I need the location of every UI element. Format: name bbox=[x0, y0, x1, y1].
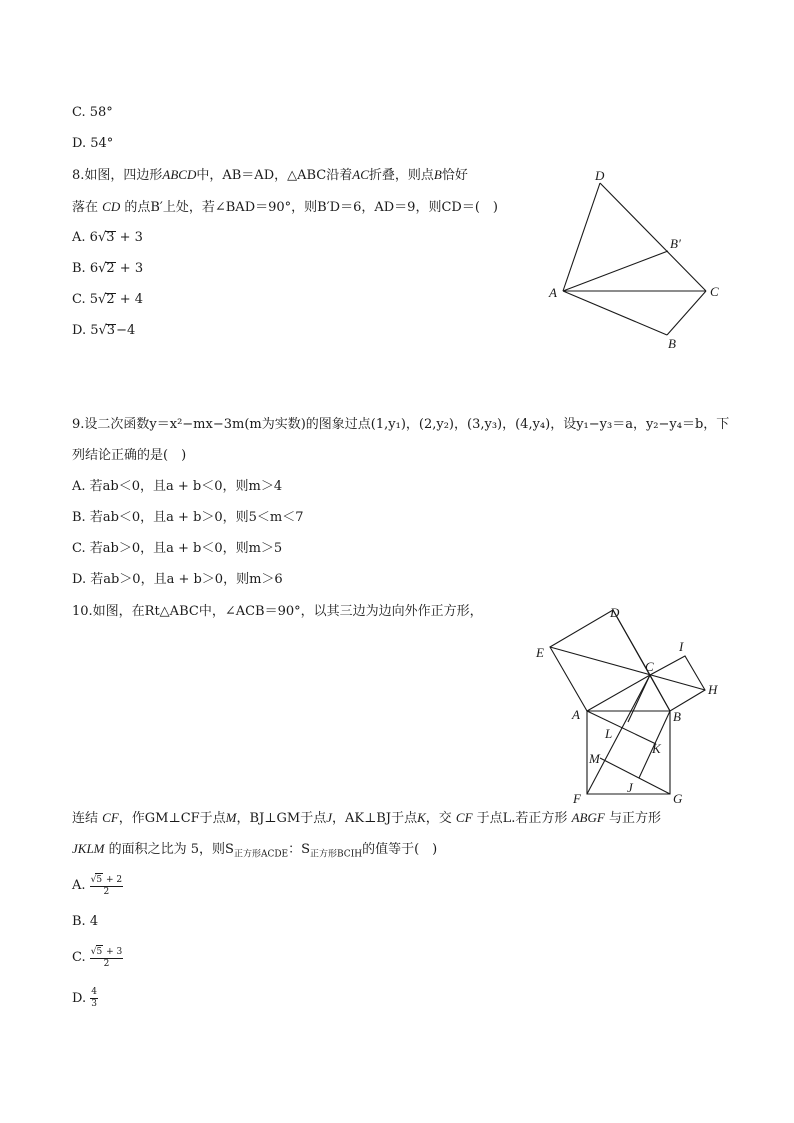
q10-option-b: B. 4 bbox=[72, 914, 99, 929]
q8-text: A. 6 bbox=[72, 230, 98, 245]
q8-text: CD bbox=[102, 199, 121, 214]
q9-option-b: B. 若ab＜0，且a + b＞0，则5＜m＜7 bbox=[72, 510, 304, 525]
q8-text: C. 5 bbox=[72, 292, 99, 307]
q8-option-b: B. 6√2 + 3 bbox=[72, 261, 144, 276]
q10-option-c bbox=[72, 944, 123, 972]
q10-denominator: 3 bbox=[91, 999, 97, 1009]
label-k: K bbox=[652, 741, 661, 756]
label-j: J bbox=[627, 780, 633, 795]
q10-text: D. bbox=[72, 991, 87, 1006]
q8-text: 落在 bbox=[72, 200, 99, 215]
q10-text: ，AK⊥BJ于点 bbox=[331, 811, 418, 826]
q10-denominator: 2 bbox=[103, 959, 110, 969]
q10-radicand: 5 bbox=[96, 947, 103, 957]
q10-text: JKLM bbox=[72, 841, 105, 856]
q10-text: 的面积之比为 5，则S bbox=[108, 842, 234, 857]
q10-text: ，作GM⊥CF于点 bbox=[118, 811, 226, 826]
q9-option-d: D. 若ab＞0，且a + b＞0，则m＞6 bbox=[72, 572, 283, 587]
segment-cl bbox=[628, 675, 650, 722]
label-c: C bbox=[710, 284, 719, 299]
label-a: A bbox=[572, 707, 580, 722]
q10-radicand: 5 bbox=[96, 875, 103, 885]
q10-text: 与正方形 bbox=[608, 811, 661, 826]
q8-text: + 4 bbox=[115, 292, 144, 307]
segment-da bbox=[563, 183, 600, 291]
segment-abp bbox=[563, 251, 668, 291]
segment-gm bbox=[600, 758, 670, 794]
segment-db bbox=[613, 610, 670, 711]
q8-stem-line1 bbox=[72, 166, 468, 185]
q10-figure bbox=[525, 600, 730, 805]
q10-text: A. bbox=[72, 878, 86, 893]
q8-option-c: C. 5√2 + 4 bbox=[72, 292, 144, 307]
q10-subscript: 正方形BCIH bbox=[310, 849, 363, 860]
q10-text: ，BJ⊥GM于点 bbox=[236, 811, 327, 826]
label-f: F bbox=[573, 791, 581, 805]
label-l: L bbox=[605, 726, 613, 741]
q8-text: ABCD bbox=[162, 167, 197, 182]
q8-radicand: 3 bbox=[106, 230, 115, 245]
q9-stem-line2: 列结论正确的是( ) bbox=[72, 448, 187, 463]
q10-text: 连结 bbox=[72, 811, 99, 826]
label-b: B bbox=[668, 336, 676, 351]
q10-text: CF bbox=[455, 810, 473, 825]
q8-radicand: 3 bbox=[106, 323, 116, 338]
q10-text: J bbox=[326, 810, 332, 825]
q9-stem-line1: 9.设二次函数y＝x²−mx−3m(m为实数)的图象过点(1,y₁)，(2,y₂)，(3,y₃)，(4,y₄)，设y₁−y₃＝a，y₂−y₄＝b，下 bbox=[72, 417, 730, 432]
label-bprime: B′ bbox=[670, 236, 681, 251]
q8-text: B bbox=[433, 167, 442, 182]
q8-figure bbox=[530, 160, 750, 360]
q10-subscript: 正方形ACDE bbox=[233, 849, 289, 860]
label-m: M bbox=[589, 751, 600, 766]
label-h: H bbox=[708, 682, 718, 697]
q8-radicand: 2 bbox=[106, 261, 115, 276]
label-d: D bbox=[595, 168, 605, 183]
q10-stem-line3 bbox=[72, 840, 437, 864]
q10-numerator: 4 bbox=[91, 987, 97, 997]
q10-stem-line1: 10.如图，在Rt△ABC中，∠ACB＝90°，以其三边为边向外作正方形， bbox=[72, 604, 483, 619]
q10-text: 的值等于( ) bbox=[362, 842, 438, 857]
q8-text: D. 5 bbox=[72, 323, 99, 338]
q9-option-a: A. 若ab＜0，且a + b＜0，则m＞4 bbox=[72, 479, 283, 494]
q8-stem-line2 bbox=[72, 198, 498, 217]
label-e: E bbox=[536, 645, 544, 660]
q10-option-a bbox=[72, 872, 123, 900]
segment-dc bbox=[600, 183, 706, 291]
q8-text: 中，AB＝AD，△ABC沿着 bbox=[196, 168, 353, 183]
q8-text: AC bbox=[352, 167, 369, 182]
label-c: C bbox=[645, 659, 654, 674]
q10-fraction-d bbox=[90, 987, 98, 1010]
q8-text: 折叠，则点 bbox=[368, 168, 434, 183]
q10-denominator: 2 bbox=[103, 887, 110, 897]
segment-ab bbox=[563, 291, 667, 335]
q7-option-c: C. 58° bbox=[72, 105, 113, 120]
q8-radicand: 2 bbox=[106, 292, 115, 307]
label-b: B bbox=[673, 709, 681, 724]
q10-text: 于点L.若正方形 bbox=[476, 811, 568, 826]
q8-option-a: A. 6√3 + 3 bbox=[72, 230, 143, 245]
q10-stem-line2 bbox=[72, 809, 661, 828]
q10-text: ，交 bbox=[425, 811, 452, 826]
label-i: I bbox=[679, 639, 684, 654]
q10-text: ：S bbox=[288, 842, 311, 857]
q8-text: B. 6 bbox=[72, 261, 99, 276]
q8-text: + 3 bbox=[115, 230, 143, 245]
q10-fraction-a: $\frac{√5 + 2}{2}$ bbox=[90, 875, 123, 897]
q10-text: ABGF bbox=[571, 810, 605, 825]
q7-option-d: D. 54° bbox=[72, 136, 114, 151]
q8-text: + 3 bbox=[115, 261, 144, 276]
q10-text: M bbox=[225, 810, 237, 825]
q10-text: K bbox=[417, 810, 426, 825]
label-a: A bbox=[549, 285, 557, 300]
q8-option-d: D. 5√3−4 bbox=[72, 323, 136, 338]
q10-text: CF bbox=[102, 810, 119, 825]
q8-text: 的点B′上处，若∠BAD＝90°，则B′D＝6，AD＝9，则CD＝( ) bbox=[124, 200, 498, 215]
q10-fraction-c: $\frac{√5 + 3}{2}$ bbox=[90, 947, 123, 969]
label-g: G bbox=[673, 791, 683, 805]
q9-option-c: C. 若ab＞0，且a + b＜0，则m＞5 bbox=[72, 541, 283, 556]
q10-text: C. bbox=[72, 950, 86, 965]
segment-bc bbox=[667, 291, 706, 335]
q10-text: + 3 bbox=[103, 947, 123, 957]
q10-option-d bbox=[72, 985, 98, 1013]
q8-text: −4 bbox=[116, 323, 136, 338]
segment-ak bbox=[587, 711, 656, 744]
q8-text: 恰好 bbox=[441, 168, 468, 183]
label-d: D bbox=[610, 605, 620, 620]
square-bcih bbox=[650, 656, 705, 711]
q10-text: + 2 bbox=[103, 875, 123, 885]
q8-text: 8.如图，四边形 bbox=[72, 168, 163, 183]
